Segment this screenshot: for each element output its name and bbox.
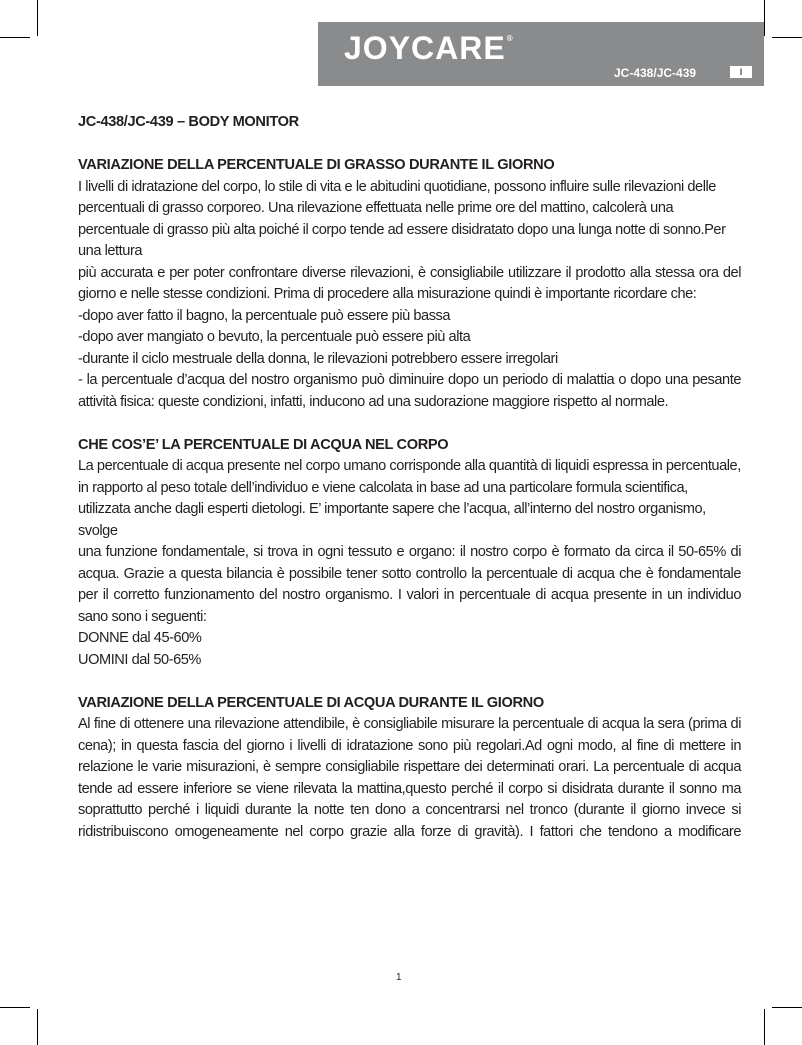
document-title: JC-438/JC-439 – BODY MONITOR xyxy=(78,114,299,130)
brand-header-bar xyxy=(318,22,764,86)
joycare-logo xyxy=(344,30,514,67)
paragraph: una funzione fondamentale, si trova in ogni tessuto e organo: il nostro corpo è formato da circa il 50-65% di acqua. Grazie a questa bilancia è possibile tener sotto controllo la percentuale di acqua che è fondamentale per il corretto funzionamento del nostro organismo. I valori in percentuale di acqua presente in un individuo sano sono i seguenti: xyxy=(78,544,741,625)
crop-mark xyxy=(37,1009,38,1045)
list-item: -dopo aver mangiato o bevuto, la percentuale può essere più alta xyxy=(78,329,471,345)
crop-mark xyxy=(0,1007,30,1008)
registered-mark: ® xyxy=(506,34,514,43)
section-heading: VARIAZIONE DELLA PERCENTUALE DI GRASSO DURANTE IL GIORNO xyxy=(78,157,555,173)
section-heading: VARIAZIONE DELLA PERCENTUALE DI ACQUA DURANTE IL GIORNO xyxy=(78,694,544,711)
crop-mark xyxy=(764,1009,765,1045)
list-item: - la percentuale d’acqua del nostro organismo può diminuire dopo un periodo di malattia o dopo una pesante attività fisica: queste condizioni, infatti, inducono ad una sudorazione maggiore rispetto al normale. xyxy=(78,372,741,410)
logo-text: JOYCARE xyxy=(344,30,506,66)
crop-mark xyxy=(764,0,765,36)
paragraph: più accurata e per poter confrontare diverse rilevazioni, è consigliabile utilizzare il prodotto alla stessa ora del giorno e nelle stesse condizioni. Prima di procedere alla misurazione quindi è importante ricordare che: xyxy=(78,264,741,302)
page-number: 1 xyxy=(396,972,402,983)
paragraph: Al fine di ottenere una rilevazione attendibile, è consigliabile misurare la percentuale di acqua la sera (prima di cena); in questa fascia del giorno i livelli di idratazione sono più regolari.Ad ogni modo, al fine di mettere in relazione le varie misurazioni, è sempre consigliabile rispettare dei determinati orari. La percentuale di acqua tende ad essere inferiore se viene rilevata la mattina,questo perché il corpo si disidrata durante il sonno ma soprattutto perché i liquidi durante la notte ten dono a concentrarsi nel tronco (durante il giorno invece si ridistribuiscono omogeneamente nel corpo grazie alla forze di gravità). I fattori che tendono a modificare xyxy=(78,716,741,840)
crop-mark xyxy=(772,1007,802,1008)
paragraph: I livelli di idratazione del corpo, lo stile di vita e le abitudini quotidiane, possono influire sulle rilevazioni delle percentuali di grasso corporeo. Una rilevazione effettuata nelle prime ore del mattino, calcolerà una percentuale di grasso più alta poiché il corpo tende ad essere disidratato dopo una lunga notte di sonno.Per una lettura xyxy=(78,178,726,259)
crop-mark xyxy=(0,37,30,38)
section-heading: CHE COS’E’ LA PERCENTUALE DI ACQUA NEL CORPO xyxy=(78,436,449,453)
list-item: -durante il ciclo mestruale della donna, le rilevazioni potrebbero essere irregolari xyxy=(78,350,558,367)
paragraph: La percentuale di acqua presente nel corpo umano corrisponde alla quantità di liquidi espressa in percentuale, in rapporto al peso totale dell’individuo e viene calcolata in base ad una particolare formula scientifica, utilizzata anche dagli esperti dietologi. E’ importante sapere che l’acqua, all’interno del nostro organismo, svolge xyxy=(78,458,741,539)
value-line: UOMINI dal 50-65% xyxy=(78,651,201,668)
crop-mark xyxy=(37,0,38,36)
language-tab: I xyxy=(730,66,752,78)
value-line: DONNE dal 45-60% xyxy=(78,630,202,646)
model-number: JC-438/JC-439 xyxy=(614,66,697,80)
list-item: -dopo aver fatto il bagno, la percentuale può essere più bassa xyxy=(78,307,451,324)
document-body xyxy=(78,112,741,843)
crop-mark xyxy=(772,37,802,38)
